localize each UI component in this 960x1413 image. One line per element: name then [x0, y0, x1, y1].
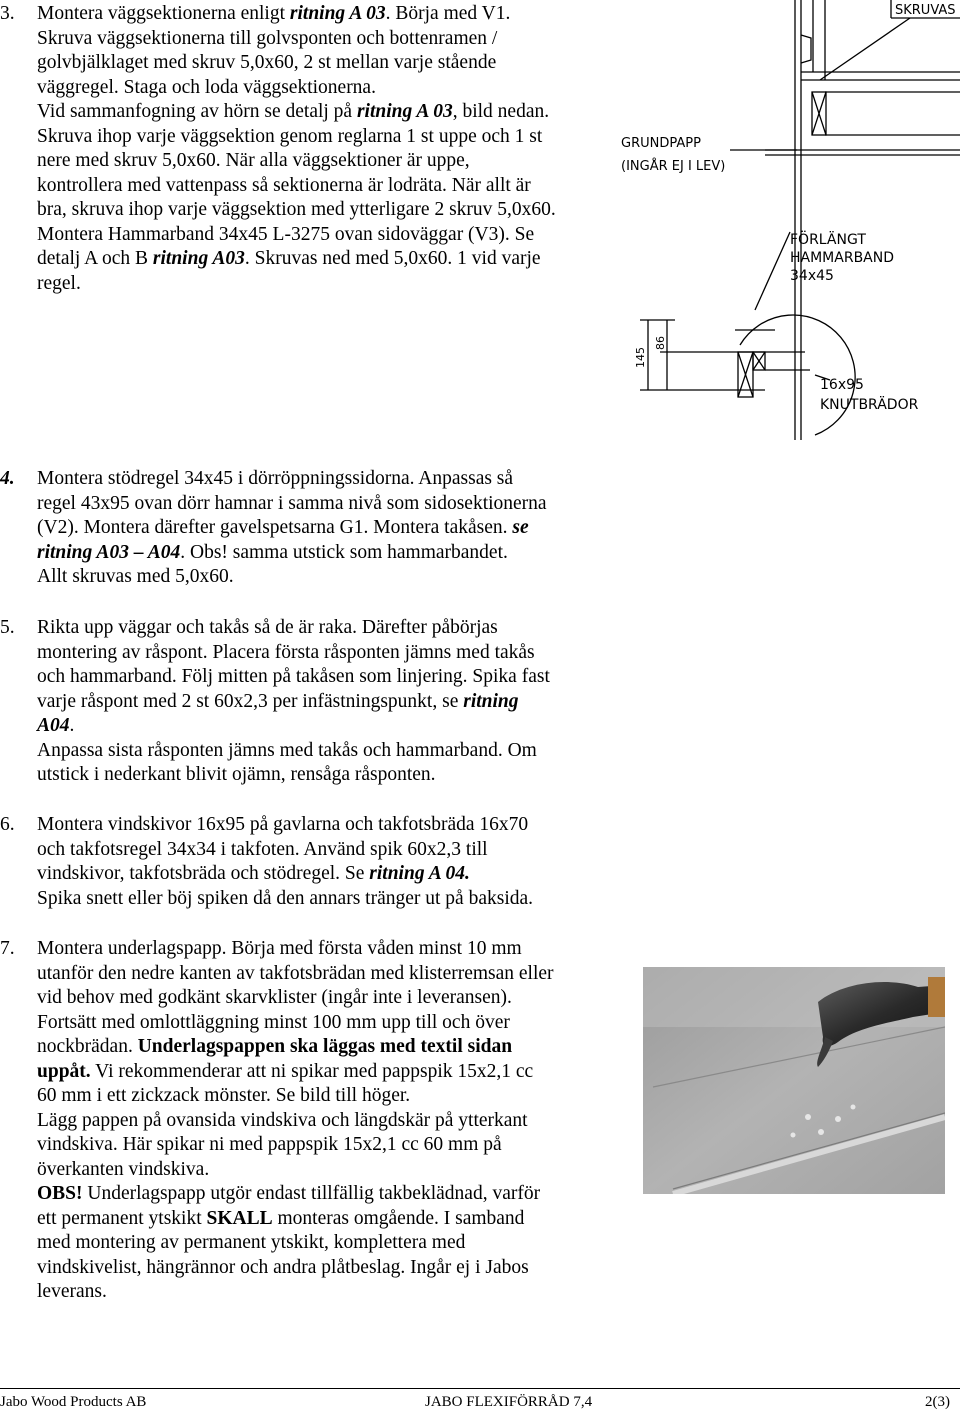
step-number: 5.	[0, 617, 15, 638]
label-skruvas: SKRUVAS	[895, 3, 956, 18]
footer-company: Jabo Wood Products AB	[0, 1394, 147, 1410]
text-line: Montera Hammarband 34x45 L-3275 ovan sidoväggar (V3). Se	[37, 223, 535, 245]
text-line: vindskivor, takfotsbräda och stödregel. Se ritning A 04.	[37, 863, 470, 884]
text-line: ritning A03 – A04. Obs! samma utstick som hammarbandet.	[37, 541, 508, 563]
label-hammarband-2: HAMMARBAND	[790, 250, 895, 266]
drawing-reference: ritning A 03	[356, 101, 453, 122]
text-line: montering av råspont. Placera första råsponten jämns med takås	[37, 641, 535, 663]
text-line: ett permanent ytskikt SKALL monteras omgående. I samband	[37, 1207, 525, 1229]
text-line: Anpassa sista råsponten jämns med takås och hammarband. Om	[37, 739, 537, 761]
text-line: nockbrädan. Underlagspappen ska läggas med textil sidan	[37, 1036, 513, 1057]
label-knutbrador: KNUTBRÄDOR	[820, 397, 919, 413]
label-knut-size: 16x95	[820, 377, 864, 393]
text-line: varje råspont med 2 st 60x2,3 per infästningspunkt, se ritning	[37, 690, 519, 712]
text-line: och takfotsregel 34x34 i takfoten. Använd spik 60x2,3 till	[37, 838, 488, 860]
drawing-reference: ritning A 03	[289, 3, 386, 24]
text-line: Montera stödregel 34x45 i dörröppningssidorna. Anpassas så	[37, 468, 514, 489]
text-line: vindskiva. Här spikar ni med pappspik 15x2,1 cc 60 mm på	[37, 1134, 502, 1155]
text-line: Fortsätt med omlottläggning minst 100 mm upp till och över	[37, 1011, 510, 1033]
text-line: överkanten vindskiva.	[37, 1158, 210, 1180]
text-line: A04.	[37, 715, 75, 736]
step-number: 3.	[0, 3, 15, 24]
text-line: Vid sammanfogning av hörn se detalj på ritning A 03, bild nedan.	[37, 101, 550, 122]
roofing-felt-photo	[643, 967, 945, 1194]
drawing-reference: ritning	[463, 690, 519, 712]
step-text	[37, 616, 550, 788]
text-line: (V2). Montera därefter gavelspetsarna G1. Montera takåsen. se	[37, 517, 529, 538]
text-line: och hammarband. Följ mitten på takåsen som linjering. Spika fast	[37, 666, 550, 687]
text-line: Spika snett eller böj spiken då den annars tränger ut på baksida.	[37, 887, 534, 909]
text-line: uppåt. Vi rekommenderar att ni spikar med pappspik 15x2,1 cc	[37, 1060, 534, 1082]
emphasis-text: Underlagspappen ska läggas med textil sidan	[137, 1036, 513, 1057]
dimension-145: 145	[634, 347, 647, 368]
text-line: bra, skruva ihop varje väggsektion med ytterligare 2 skruv 5,0x60.	[37, 199, 556, 220]
label-hammarband-1: FÖRLÄNGT	[790, 232, 866, 248]
step-text	[37, 937, 554, 1305]
step-text	[37, 2, 556, 296]
text-line: Skruva ihop varje väggsektion genom reglarna 1 st uppe och 1 st	[37, 125, 543, 147]
corner-detail-drawing	[615, 0, 960, 440]
text-line: 60 mm i ett zickzack mönster. Se bild till höger.	[37, 1085, 411, 1106]
text-line: vindskivelist, hängrännor och andra plåtbeslag. Ingår ej i Jabos	[37, 1256, 529, 1278]
step-number: 6.	[0, 814, 15, 835]
warning-label: OBS!	[37, 1183, 83, 1204]
drawing-reference: ritning A 04.	[369, 863, 470, 884]
text-line: med montering av permanent ytskikt, komplettera med	[37, 1232, 466, 1253]
step-number: 4.	[0, 468, 15, 489]
footer-page-number: 2(3)	[925, 1394, 950, 1410]
drawing-reference: A04	[37, 715, 70, 736]
label-hammarband-3: 34x45	[790, 268, 834, 284]
dimension-86: 86	[654, 336, 667, 350]
text-line: detalj A och B ritning A03. Skruvas ned med 5,0x60. 1 vid varje	[37, 248, 541, 269]
drawing-reference: ritning A03 – A04	[37, 541, 181, 563]
text-line: kontrollera med vattenpass så sektionerna är lodräta. När allt är	[37, 174, 531, 196]
drawing-reference: se	[512, 517, 529, 538]
step-text	[37, 467, 547, 590]
emphasis-text: SKALL	[206, 1207, 273, 1229]
text-line: Allt skruvas med 5,0x60.	[37, 566, 234, 587]
text-line: OBS! Underlagspapp utgör endast tillfällig takbeklädnad, varför	[37, 1183, 541, 1204]
text-line: leverans.	[37, 1281, 107, 1302]
step-text	[37, 813, 533, 911]
text-line: regel.	[37, 272, 81, 294]
text-line: Montera underlagspapp. Börja med första våden minst 10 mm	[37, 938, 522, 959]
text-line: väggregel. Staga och loda väggsektionerna.	[37, 76, 376, 98]
label-grundpapp: GRUNDPAPP	[621, 136, 701, 151]
drawing-reference: ritning A03	[152, 248, 245, 269]
text-line: vid behov med godkänt skarvklister (ingår inte i leveransen).	[37, 987, 512, 1008]
text-line: utstick i nederkant blivit ojämn, rensåga råsponten.	[37, 764, 436, 785]
text-line: Montera väggsektionerna enligt ritning A 03. Börja med V1.	[37, 3, 511, 24]
text-line: Montera vindskivor 16x95 på gavlarna och takfotsbräda 16x70	[37, 814, 529, 835]
emphasis-text: uppåt.	[37, 1060, 91, 1082]
text-line: utanför den nedre kanten av takfotsbrädan med klisterremsan eller	[37, 962, 554, 984]
text-line: nere med skruv 5,0x60. När alla väggsektioner är uppe,	[37, 150, 470, 171]
footer-product: JABO FLEXIFÖRRÅD 7,4	[425, 1394, 593, 1410]
text-line: regel 43x95 ovan dörr hamnar i samma nivå som sidosektionerna	[37, 492, 547, 514]
label-grundpapp-note: (INGÅR EJ I LEV)	[621, 159, 726, 174]
step-number: 7.	[0, 938, 15, 959]
text-line: Rikta upp väggar och takås så de är raka. Därefter påbörjas	[37, 617, 498, 638]
footer-rule	[0, 1388, 960, 1389]
text-line: golvbjälklaget med skruv 5,0x60, 2 st mellan varje stående	[37, 52, 497, 73]
text-line: Lägg pappen på ovansida vindskiva och längdskär på ytterkant	[37, 1109, 528, 1131]
text-line: Skruva väggsektionerna till golvsponten och bottenramen /	[37, 27, 498, 49]
